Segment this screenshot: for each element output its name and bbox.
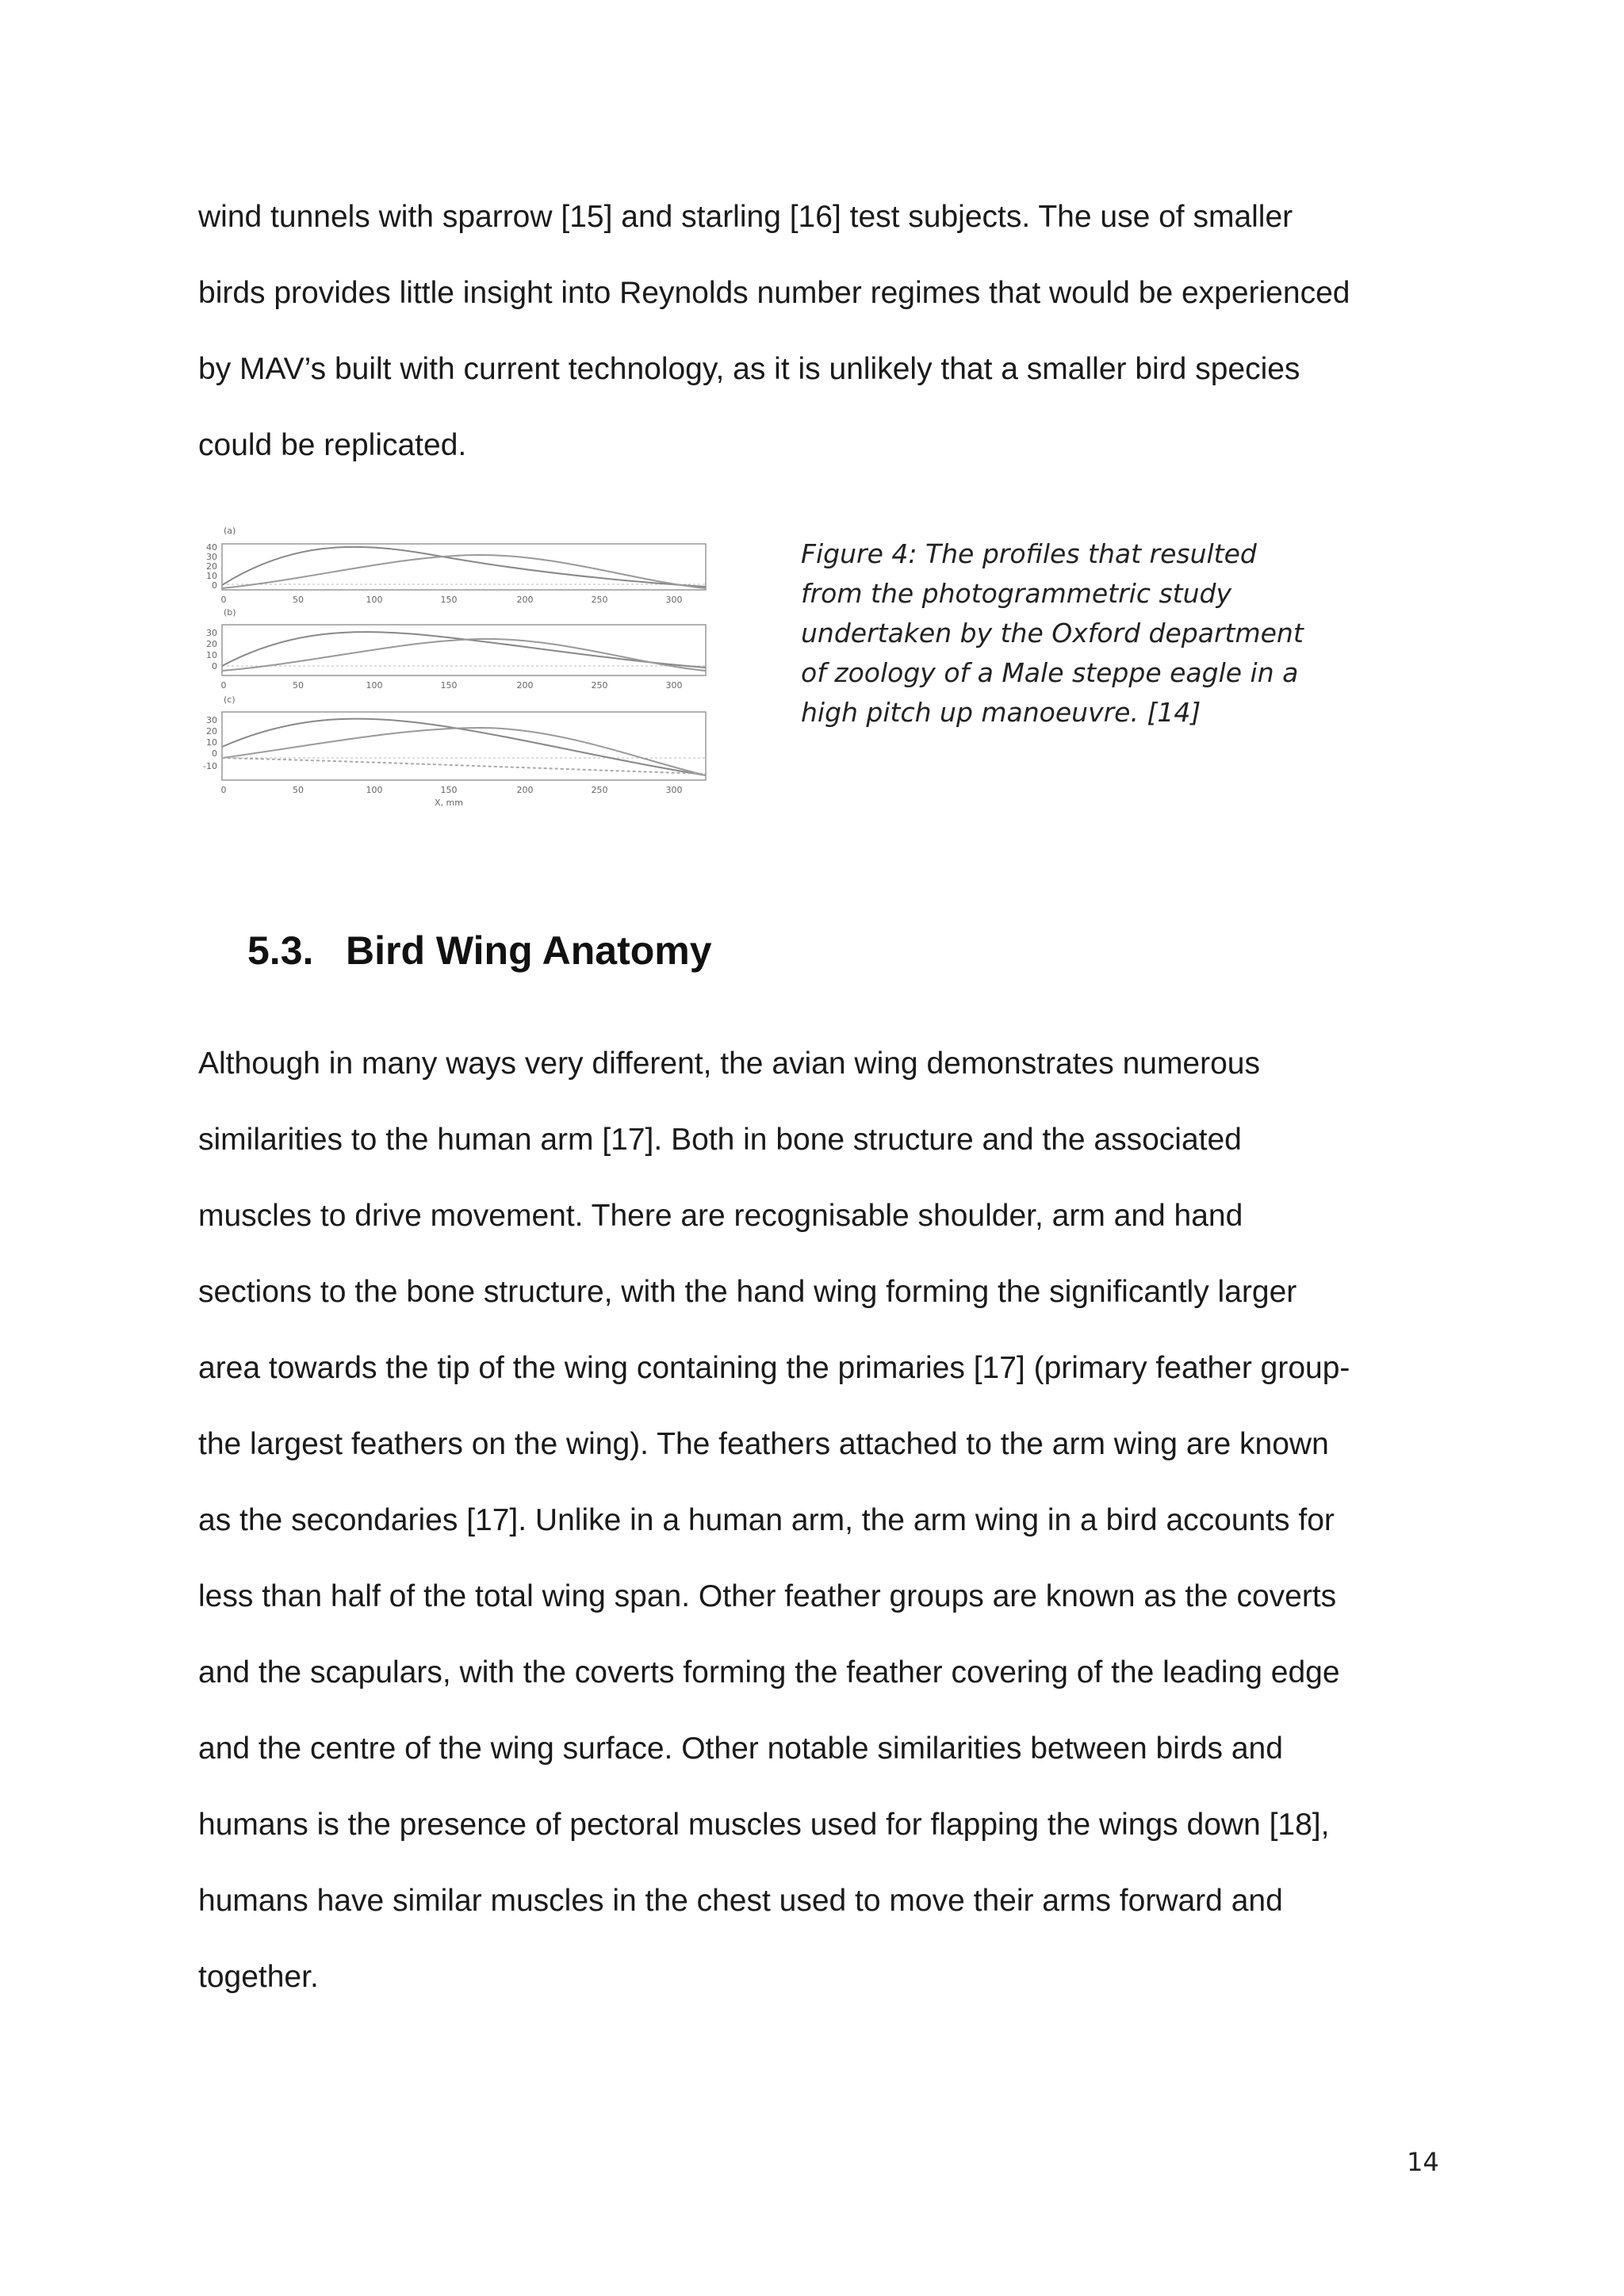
profile-curve-lower — [222, 728, 706, 775]
x-axis-label: X, mm — [435, 798, 463, 808]
panel-label: (a) — [224, 526, 236, 536]
chord-line — [222, 758, 706, 774]
x-tick-label: 300 — [665, 785, 683, 795]
panel-label: (c) — [224, 695, 236, 705]
text-line: similarities to the human arm [17]. Both in bone structure and the associated — [198, 1123, 1242, 1157]
y-tick-label: 0 — [212, 748, 217, 759]
text-line: wind tunnels with sparrow [15] and starling [16] test subjects. The use of smaller — [198, 200, 1293, 234]
text-line: area towards the tip of the wing containing the primaries [17] (primary feather group- — [198, 1351, 1350, 1385]
text-line: by MAV’s built with current technology, as it is unlikely that a smaller bird species — [198, 352, 1300, 386]
x-tick-label: 150 — [440, 680, 458, 691]
y-tick-label: -10 — [203, 761, 217, 771]
x-tick-label: 50 — [293, 595, 304, 605]
text-line: and the centre of the wing surface. Other notable similarities between birds and — [198, 1732, 1283, 1766]
page-number: 14 — [1407, 2147, 1439, 2177]
x-tick-label: 100 — [366, 785, 383, 795]
plot-frame — [222, 712, 706, 780]
y-tick-label: 40 — [206, 542, 217, 553]
x-tick-label: 200 — [516, 680, 534, 691]
panel-c — [203, 695, 706, 808]
x-tick-label: 100 — [366, 595, 383, 605]
text-line: together. — [198, 1960, 319, 1994]
y-tick-label: 20 — [206, 561, 217, 572]
caption-line: Figure 4: The profiles that resulted — [801, 538, 1257, 569]
y-tick-label: 0 — [212, 661, 217, 672]
y-tick-label: 10 — [206, 737, 217, 748]
x-tick-label: 300 — [665, 680, 683, 691]
profile-curve-upper — [222, 547, 706, 587]
paragraph-anatomy — [198, 1026, 1435, 2015]
x-tick-label: 50 — [293, 785, 304, 795]
panel-b — [206, 607, 706, 691]
text-line: Although in many ways very different, the avian wing demonstrates numerous — [198, 1047, 1260, 1081]
figure-caption — [801, 534, 1324, 733]
x-tick-label: 0 — [220, 680, 227, 691]
plot-frame — [222, 544, 706, 590]
y-tick-label: 30 — [206, 628, 217, 638]
plot-frame — [222, 625, 706, 675]
panel-a — [206, 526, 706, 605]
caption-line: high pitch up manoeuvre. [14] — [801, 697, 1201, 728]
text-line: the largest feathers on the wing). The feathers attached to the arm wing are known — [198, 1427, 1329, 1461]
x-tick-label: 50 — [293, 680, 304, 691]
profile-plots — [195, 523, 714, 872]
x-tick-label: 0 — [220, 785, 227, 795]
x-tick-label: 150 — [440, 785, 458, 795]
section-number: 5.3. — [247, 928, 314, 973]
section-title: Bird Wing Anatomy — [346, 928, 712, 973]
text-line: humans is the presence of pectoral muscles used for flapping the wings down [18], — [198, 1808, 1330, 1842]
text-line: sections to the bone structure, with the hand wing forming the significantly larger — [198, 1275, 1297, 1309]
x-tick-label: 150 — [440, 595, 458, 605]
caption-line: undertaken by the Oxford department — [801, 618, 1304, 649]
text-line: muscles to drive movement. There are recognisable shoulder, arm and hand — [198, 1199, 1243, 1233]
y-tick-label: 30 — [206, 715, 217, 725]
text-line: and the scapulars, with the coverts forming the feather covering of the leading edge — [198, 1655, 1340, 1689]
x-tick-label: 250 — [591, 785, 608, 795]
figure-wing-profiles — [195, 523, 714, 872]
caption-line: from the photogrammetric study — [801, 578, 1232, 609]
text-line: humans have similar muscles in the chest used to move their arms forward and — [198, 1884, 1283, 1918]
x-tick-label: 100 — [366, 680, 383, 691]
text-line: could be replicated. — [198, 428, 467, 462]
text-line: birds provides little insight into Reynolds number regimes that would be experienced — [198, 276, 1350, 310]
caption-line: of zoology of a Male steppe eagle in a — [801, 657, 1299, 688]
y-tick-label: 30 — [206, 552, 217, 562]
paragraph-intro — [198, 179, 1435, 484]
y-tick-label: 0 — [212, 580, 217, 591]
panel-label: (b) — [224, 607, 236, 618]
y-tick-label: 10 — [206, 650, 217, 660]
x-tick-label: 250 — [591, 680, 608, 691]
x-tick-label: 200 — [516, 785, 534, 795]
text-line: less than half of the total wing span. Other feather groups are known as the coverts — [198, 1579, 1337, 1613]
y-tick-label: 10 — [206, 571, 217, 581]
y-tick-label: 20 — [206, 639, 217, 649]
x-tick-label: 300 — [665, 595, 683, 605]
y-tick-label: 20 — [206, 726, 217, 737]
x-tick-label: 200 — [516, 595, 534, 605]
x-tick-label: 250 — [591, 595, 608, 605]
text-line: as the secondaries [17]. Unlike in a human arm, the arm wing in a bird accounts for — [198, 1503, 1335, 1537]
x-tick-label: 0 — [220, 595, 227, 605]
section-heading — [247, 928, 712, 974]
